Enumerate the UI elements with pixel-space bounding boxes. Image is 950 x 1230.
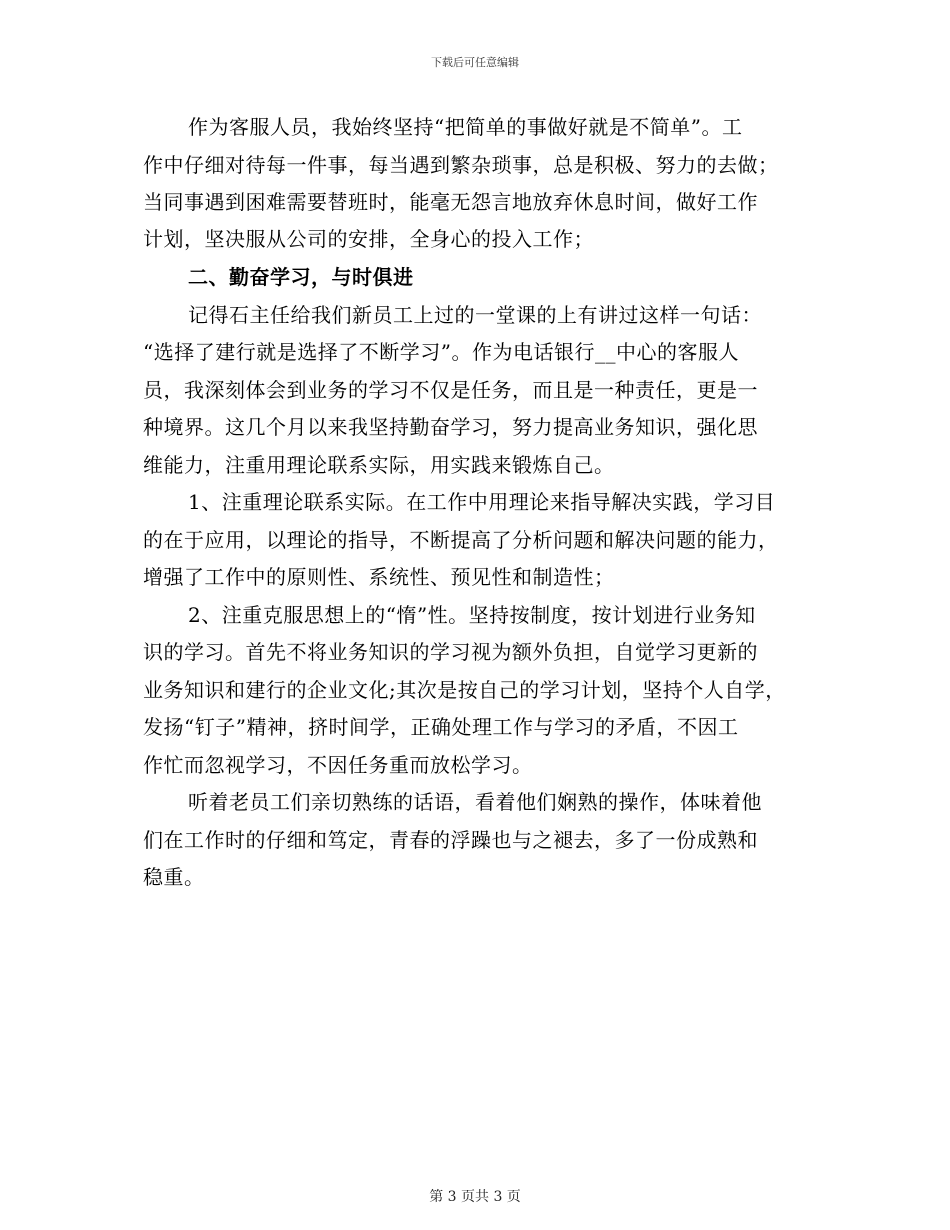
paragraph-line: “选择了建行就是选择了不断学习”。作为电话银行__中心的客服人 xyxy=(143,340,739,364)
page-header: 下载后可任意编辑 xyxy=(431,56,519,69)
paragraph-line: 发扬“钉子”精神，挤时间学，正确处理工作与学习的矛盾，不因工 xyxy=(143,715,739,739)
paragraph-line: 员，我深刻体会到业务的学习不仅是任务，而且是一种责任，更是一 xyxy=(143,378,758,402)
paragraph-line: 作忙而忽视学习，不因任务重而放松学习。 xyxy=(143,753,533,777)
paragraph-line: 计划，坚决服从公司的安排，全身心的投入工作； xyxy=(143,227,594,251)
page-number: 第 3 页共 3 页 xyxy=(429,1189,521,1205)
paragraph-line: 1、注重理论联系实际。在工作中用理论来指导解决实践，学习目 xyxy=(188,490,776,514)
paragraph-line: 2、注重克服思想上的“惰”性。坚持按制度，按计划进行业务知 xyxy=(188,603,756,627)
paragraph-line: 作中仔细对待每一件事，每当遇到繁杂琐事，总是积极、努力的去做； xyxy=(143,153,779,177)
paragraph-line: 增强了工作中的原则性、系统性、预见性和制造性； xyxy=(143,565,615,589)
paragraph-line: 业务知识和建行的企业文化;其次是按自己的学习计划，坚持个人自学， xyxy=(143,678,786,702)
paragraph-line: 的在于应用，以理论的指导，不断提高了分析问题和解决问题的能力， xyxy=(143,528,779,552)
paragraph-line: 当同事遇到困难需要替班时，能毫无怨言地放弃休息时间，做好工作 xyxy=(143,190,758,214)
paragraph-line: 作为客服人员，我始终坚持“把简单的事做好就是不简单”。工 xyxy=(188,115,743,139)
paragraph-line: 记得石主任给我们新员工上过的一堂课的上有讲过这样一句话： xyxy=(188,303,762,327)
section-heading: 二、勤奋学习，与时俱进 xyxy=(188,265,414,289)
paragraph-line: 维能力，注重用理论联系实际，用实践来锻炼自己。 xyxy=(143,453,615,477)
paragraph-line: 稳重。 xyxy=(143,865,205,889)
paragraph-line: 听着老员工们亲切熟练的话语，看着他们娴熟的操作，体味着他 xyxy=(188,790,762,814)
paragraph-line: 们在工作时的仔细和笃定，青春的浮躁也与之褪去，多了一份成熟和 xyxy=(143,828,758,852)
paragraph-line: 种境界。这几个月以来我坚持勤奋学习，努力提高业务知识，强化思 xyxy=(143,415,758,439)
paragraph-line: 识的学习。首先不将业务知识的学习视为额外负担，自觉学习更新的 xyxy=(143,640,758,664)
